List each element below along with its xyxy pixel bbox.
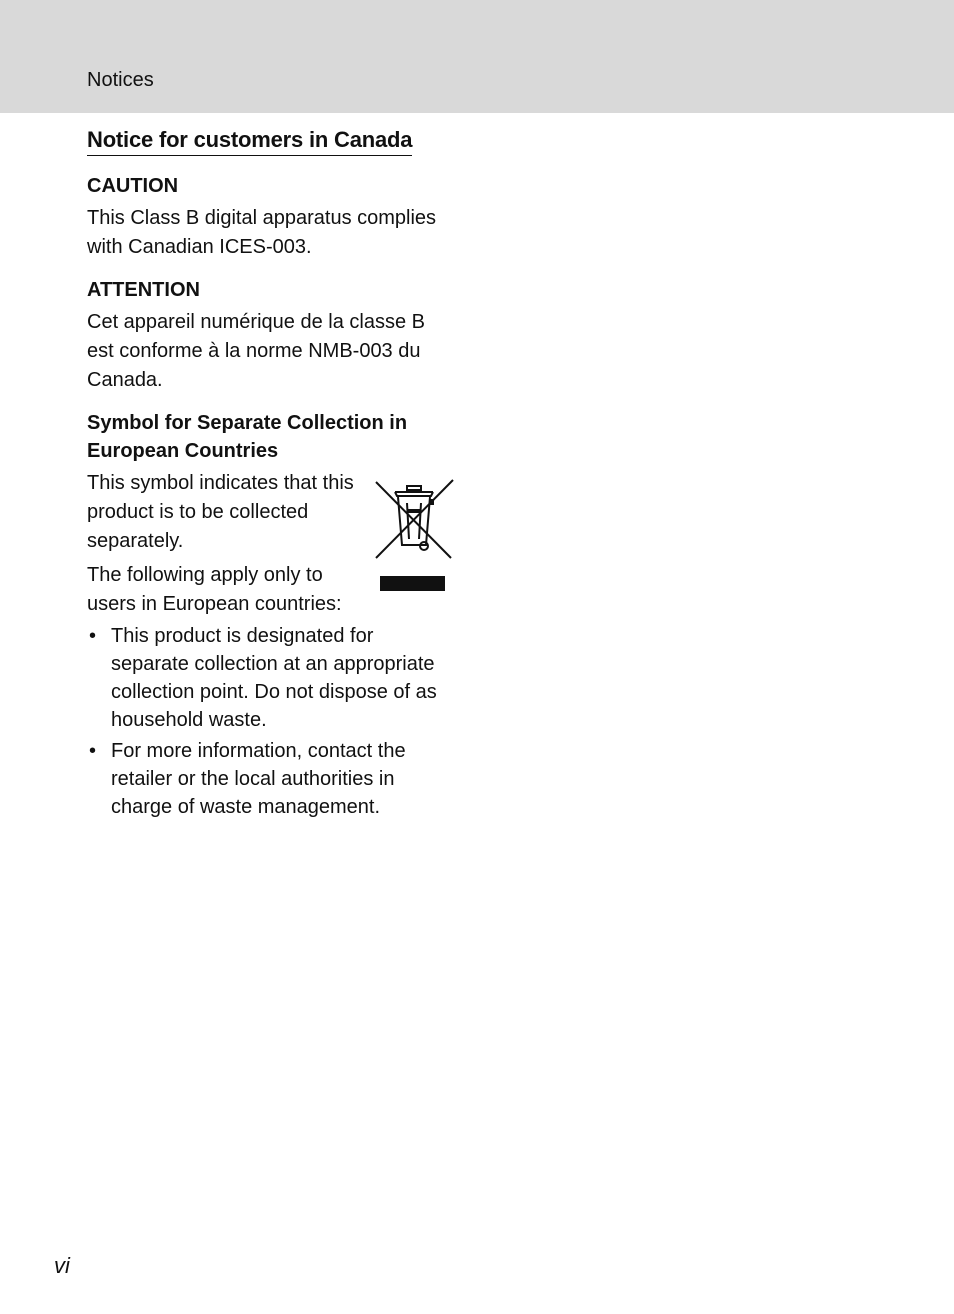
list-item-text: For more information, contact the retailer or the local authorities in charge of waste management.: [111, 740, 406, 818]
header-band: [0, 0, 954, 113]
section-title: Notice for customers in Canada: [87, 125, 412, 156]
attention-heading: ATTENTION: [87, 279, 200, 301]
crossed-out-wheelie-bin-icon: [373, 479, 455, 561]
symbol-block: [87, 469, 455, 619]
eu-bullet-list: [87, 622, 455, 821]
caution-text: This Class B digital apparatus complies with Canadian ICES-003.: [87, 207, 437, 258]
bullet-icon: •: [89, 740, 97, 762]
symbol-black-bar: [380, 576, 445, 591]
list-item: [87, 737, 455, 821]
attention-text: Cet appareil numérique de la classe B est conforme à la norme NMB-003 du Canada.: [87, 311, 425, 391]
list-item: [87, 622, 455, 734]
caution-heading: CAUTION: [87, 175, 179, 197]
list-item-text: This product is designated for separate collection at an appropriate collection point. Do not dispose of as household waste.: [111, 625, 437, 731]
symbol-heading: Symbol for Separate Collection in European Countries: [87, 412, 408, 462]
page-number: vi: [54, 1253, 70, 1278]
page-content: [87, 125, 455, 824]
running-header: Notices: [87, 69, 154, 91]
bullet-icon: •: [89, 625, 97, 647]
eu-applicability-text: The following apply only to users in European countries:: [87, 564, 342, 615]
symbol-description: This symbol indicates that this product is to be collected separately.: [87, 472, 354, 552]
